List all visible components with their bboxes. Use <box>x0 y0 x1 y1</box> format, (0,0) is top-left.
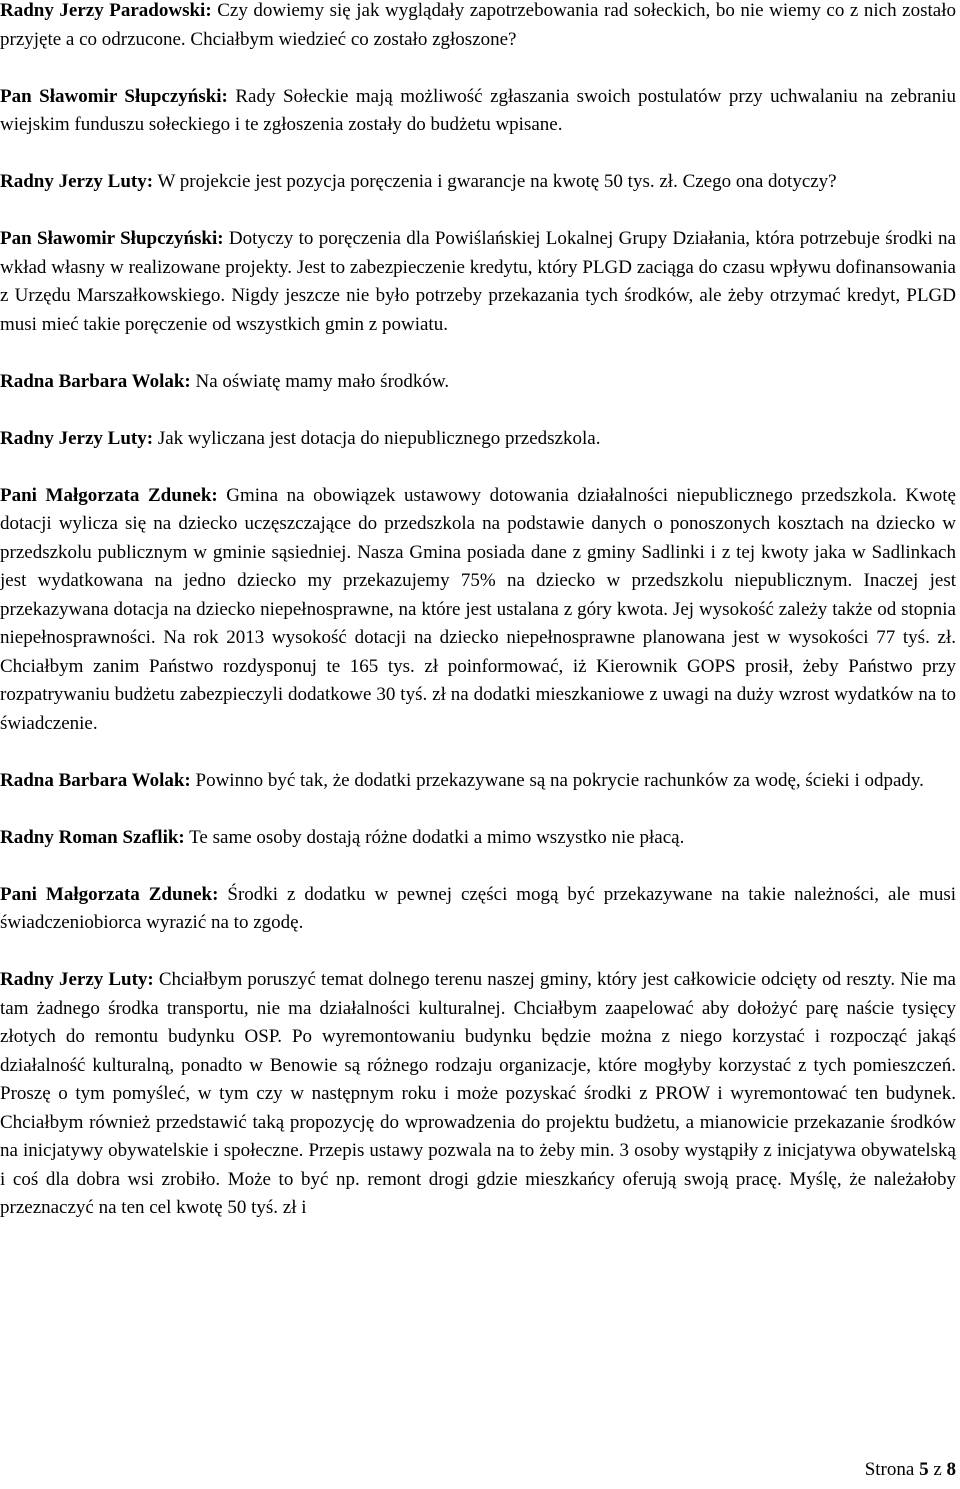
paragraph-text: Chciałbym poruszyć temat dolnego terenu naszej gminy, który jest całkowicie odcięty od reszty. Nie ma tam żadnego środka transportu, nie ma działalności kulturalnej. Chciałbym zaapelować aby dołożyć parę naście tysięcy złotych do remontu budynku OSP. Po wyremontowaniu budynku będzie można z niego korzystać i rozpocząć jakąś działalność kulturalną, ponadto w Benowie są różnego rodzaju organizacje, które mogłyby korzystać z tych pomieszczeń. Proszę o tym pomyśleć, w tym czy w następnym roku i może pozyskać środki z PROW i wyremontować ten budynek. Chciałbym również przedstawić taką propozycję do wprowadzenia do projektu budżetu, a mianowicie przekazanie środków na inicjatywy obywatelskie i społeczne. Przepis ustawy pozwala na to żeby min. 3 osoby wystąpiły z inicjatywa obywatelską i coś dla dobra wsi zrobiło. Może to być np. remont drogi gdzie mieszkańcy oferują swoją pracę. Myślę, że należałoby przeznaczyć na ten cel kwotę 50 tyś. zł i <box>0 969 956 1218</box>
speaker-name: Pani Małgorzata Zdunek: <box>0 484 218 506</box>
paragraph <box>0 168 956 197</box>
paragraph <box>0 966 956 1223</box>
paragraph <box>0 824 956 853</box>
speaker-name: Radny Jerzy Luty: <box>0 171 154 192</box>
page-total: 8 <box>946 1459 956 1480</box>
speaker-name: Radna Barbara Wolak: <box>0 370 191 392</box>
paragraph-text: Powinno być tak, że dodatki przekazywane są na pokrycie rachunków za wodę, ścieki i odpady. <box>190 769 924 791</box>
speaker-name: Radna Barbara Wolak: <box>0 769 191 791</box>
page-current: 5 <box>919 1459 929 1480</box>
paragraph <box>0 482 956 739</box>
page-separator: z <box>928 1459 947 1480</box>
speaker-name: Radny Roman Szaflik: <box>0 826 185 848</box>
speaker-name: Pan Sławomir Słupczyński: <box>0 228 224 249</box>
page-number-footer <box>865 1456 956 1484</box>
paragraph-text: W projekcie jest pozycja poręczenia i gwarancje na kwotę 50 tys. zł. Czego ona dotyczy? <box>153 171 837 192</box>
paragraph <box>0 881 956 938</box>
paragraph-text: Na oświatę mamy mało środków. <box>190 370 450 392</box>
paragraph-text: Gmina na obowiązek ustawowy dotowania działalności niepublicznego przedszkola. Kwotę dotacji wylicza się na dziecko uczęszczające do przedszkola na podstawie danych o ponoszonych kosztach na dziecko w przedszkolu publicznym w gminie sąsiedniej. Nasza Gmina posiada dane z gminy Sadlinki i z tej kwoty jaka w Sadlinkach jest wydatkowana na jedno dziecko my przekazujemy 75% na dziecko w przedszkolu niepublicznym. Inaczej jest przekazywana dotacja na dziecko niepełnosprawne, na które jest ustalana z góry kwota. Jej wysokość zależy także od stopnia niepełnosprawności. Na rok 2013 wysokość dotacji na dziecko niepełnosprawne planowana jest w wysokości 77 tyś. zł. Chciałbym zanim Państwo rozdysponuj te 165 tys. zł poinformować, iż Kierownik GOPS prosił, żeby Państwo przy rozpatrywaniu budżetu zabezpieczyli dodatkowe 30 tyś. zł na dodatki mieszkaniowe z uwagi na duży wzrost wydatków na to świadczenie. <box>0 484 956 734</box>
speaker-name: Radny Jerzy Luty: <box>0 969 154 990</box>
paragraph <box>0 83 956 140</box>
paragraph-text: Jak wyliczana jest dotacja do niepublicznego przedszkola. <box>153 427 601 449</box>
speaker-name: Pani Małgorzata Zdunek: <box>0 883 219 905</box>
paragraph-text: Środki z dodatku w pewnej części mogą być przekazywane na takie należności, ale musi świadczeniobiorca wyrazić na to zgodę. <box>0 883 956 933</box>
paragraph-text: Te same osoby dostają różne dodatki a mimo wszystko nie płacą. <box>184 826 685 848</box>
speaker-name: Pan Sławomir Słupczyński: <box>0 85 228 107</box>
speaker-name: Radny Jerzy Luty: <box>0 427 154 449</box>
paragraph <box>0 368 956 397</box>
page-label: Strona <box>864 1459 920 1480</box>
paragraph <box>0 0 956 54</box>
paragraph <box>0 767 956 796</box>
paragraph-text: Dotyczy to poręczenia dla Powiślańskiej Lokalnej Grupy Działania, która potrzebuje środki na wkład własny w realizowane projekty. Jest to zabezpieczenie kredytu, który PLGD zaciąga do czasu wpływu dofinansowania z Urzędu Marszałkowskiego. Nigdy jeszcze nie było potrzeby przekazania tych środków, ale żeby otrzymać kredyt, PLGD musi mieć takie poręczenie od wszystkich gmin z powiatu. <box>0 228 956 335</box>
paragraph <box>0 225 956 339</box>
paragraph <box>0 425 956 454</box>
speaker-name: Radny Jerzy Paradowski: <box>0 0 212 21</box>
paragraph-text: Czy dowiemy się jak wyglądały zapotrzebowania rad sołeckich, bo nie wiemy co z nich zostało przyjęte a co odrzucone. Chciałbym wiedzieć co zostało zgłoszone? <box>0 0 956 50</box>
paragraph-text: Rady Sołeckie mają możliwość zgłaszania swoich postulatów przy uchwalaniu na zebraniu wiejskim funduszu sołeckiego i te zgłoszenia zostały do budżetu wpisane. <box>0 85 956 135</box>
